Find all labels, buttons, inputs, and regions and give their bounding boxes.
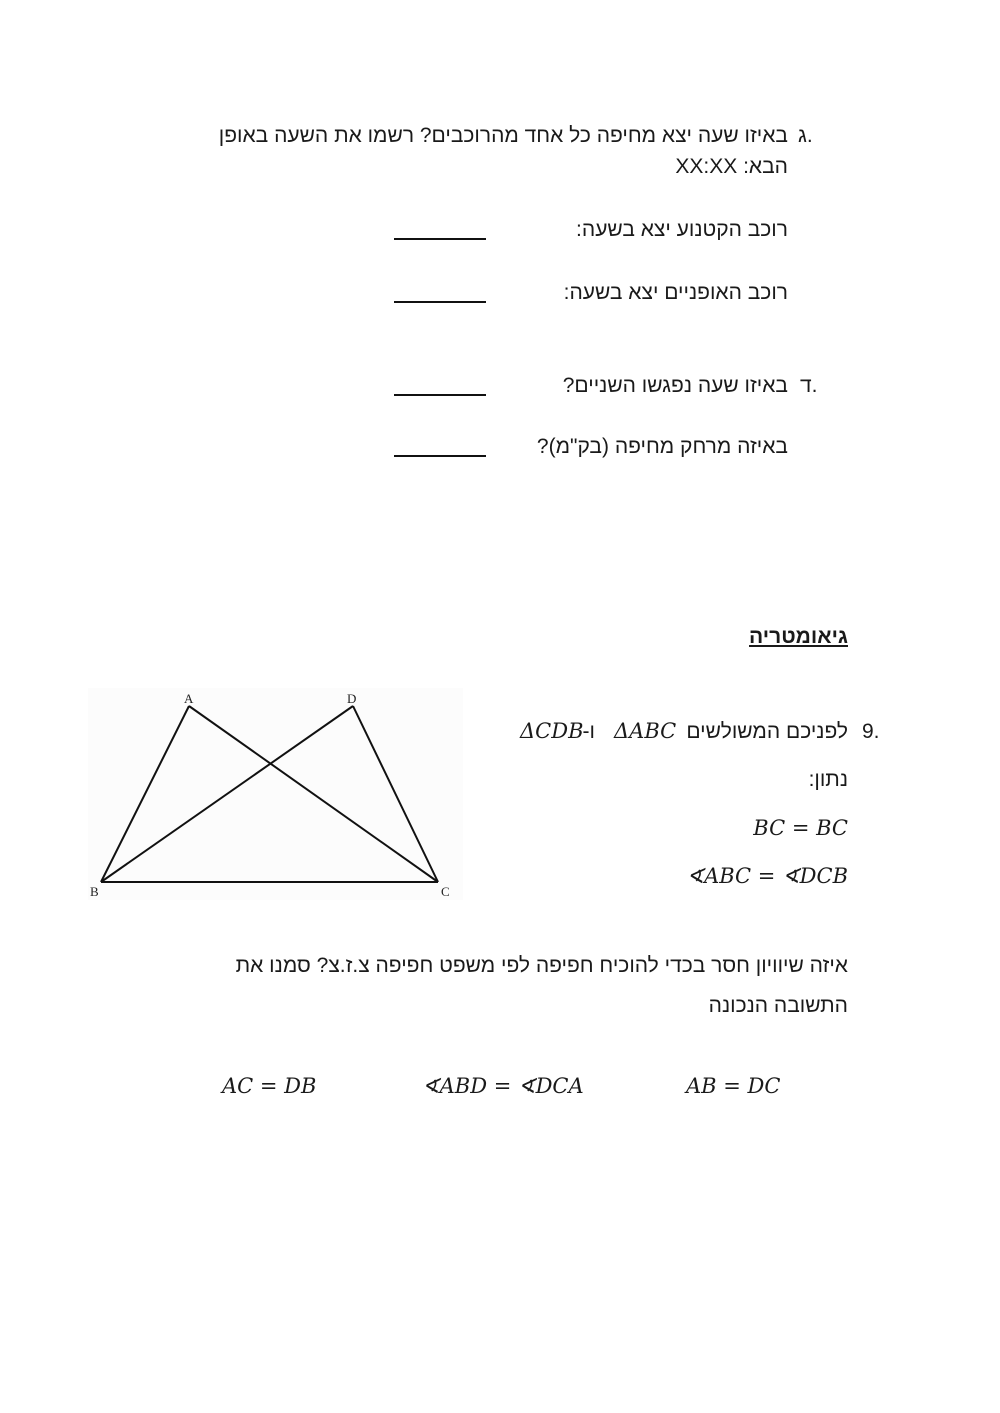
- vertex-label-c: C: [441, 884, 450, 899]
- question-g-label: ג.: [798, 124, 813, 147]
- distance-answer-line[interactable]: [394, 455, 486, 457]
- question-9-line1: איזה שיוויון חסר בכדי להוכיח חפיפה לפי משפט חפיפה צ.ז.צ? סמנו את: [235, 954, 848, 977]
- option-ab-equals-dc[interactable]: AB = DC: [686, 1074, 781, 1098]
- question-9-intro: לפניכם המשולשים: [686, 720, 848, 743]
- vertex-label-b: B: [90, 884, 99, 899]
- bike-departure-label: רוכב האופניים יצא בשעה:: [563, 281, 788, 304]
- vertex-label-a: A: [184, 691, 194, 706]
- option-ac-equals-db[interactable]: AC = DB: [222, 1074, 317, 1098]
- and-connector: ו-: [582, 720, 595, 743]
- question-g-line1: באיזו שעה יצא מחיפה כל אחד מהרוכבים? רשמו את השעה באופן: [218, 124, 788, 147]
- question-9-line2: התשובה הנכונה: [708, 994, 848, 1017]
- option-angle-abd-equals-dca[interactable]: ∢ABD = ∢DCA: [422, 1074, 584, 1098]
- given-angle-abc-equals-dcb: ∢ABC = ∢DCB: [686, 864, 848, 888]
- triangle-cdb-label: ΔCDB: [520, 719, 584, 743]
- given-label: נתון:: [808, 768, 848, 791]
- scooter-departure-answer-line[interactable]: [394, 238, 486, 240]
- scooter-departure-label: רוכב הקטנוע יצא בשעה:: [576, 218, 788, 241]
- triangle-abc-label: ΔABC: [614, 719, 677, 743]
- meeting-time-label: באיזו שעה נפגשו השניים?: [562, 374, 788, 397]
- meeting-time-answer-line[interactable]: [394, 394, 486, 396]
- section-title: גיאומטריה: [749, 625, 848, 648]
- given-bc-equals-bc: BC = BC: [753, 816, 848, 840]
- bike-departure-answer-line[interactable]: [394, 301, 486, 303]
- vertex-label-d: D: [347, 691, 357, 706]
- question-9-number: 9.: [862, 720, 880, 743]
- triangles-figure: [88, 688, 463, 900]
- question-d-label: ד.: [800, 374, 818, 397]
- distance-label: באיזה מרחק מחיפה (בק"מ)?: [536, 435, 788, 458]
- question-g-line2: הבא: XX:XX: [675, 155, 788, 178]
